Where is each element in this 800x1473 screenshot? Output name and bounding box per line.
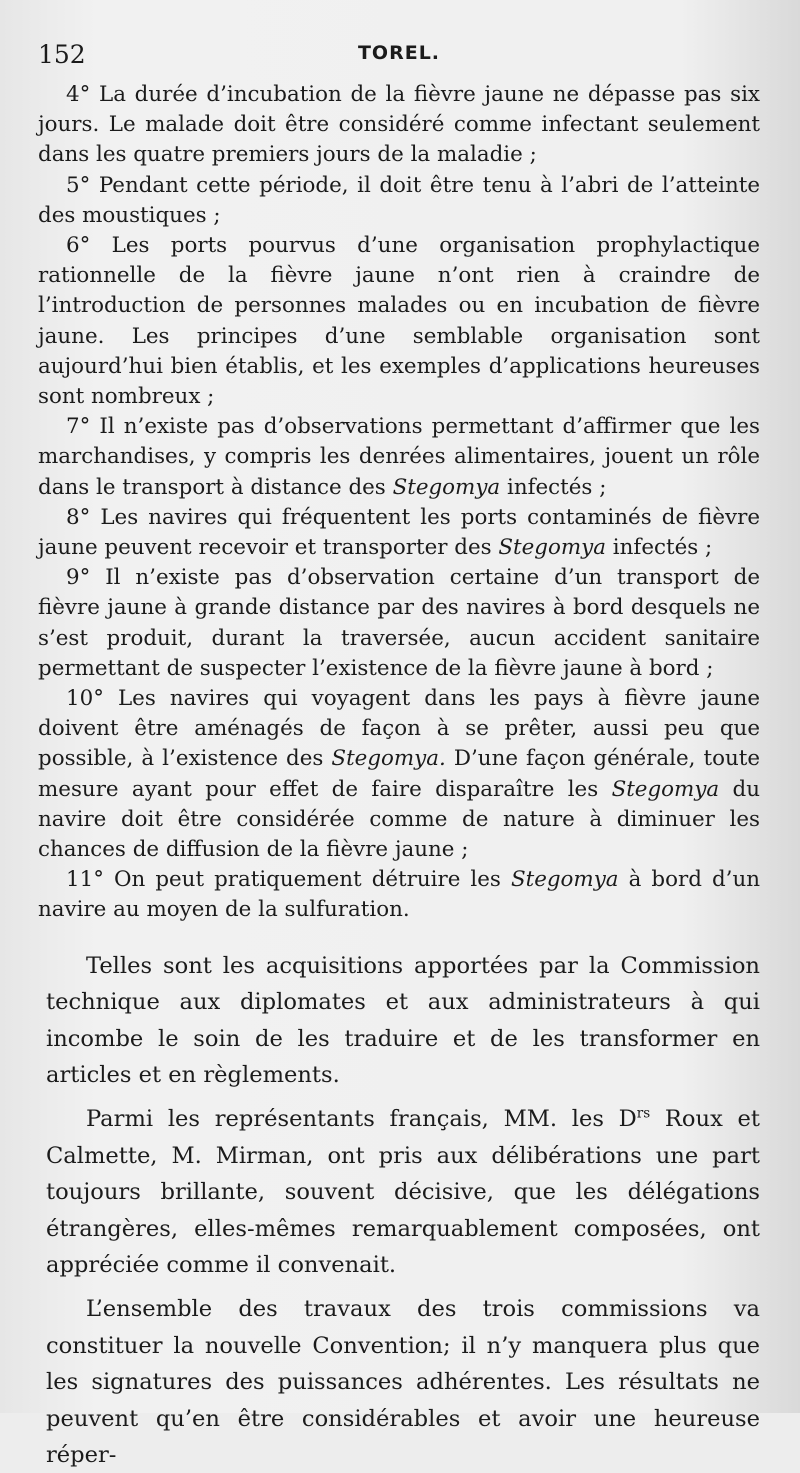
page-header	[38, 34, 760, 80]
numbered-item-8: 8° Les navires qui fréquentent les ports contaminés de fièvre jaune peuvent recevoir et transporter des Stegomya infectés ;	[38, 504, 760, 561]
numbered-item-9: 9° Il n’existe pas d’observation certaine d’un transport de fièvre jaune à grande distance par des navires à bord desquels ne s’est produit, durant la traversée, aucun accident sanitaire permettant de suspecter l’existence de la fièvre jaune à bord ;	[38, 565, 760, 681]
numbered-item-5: 5° Pendant cette période, il doit être tenu à l’abri de l’atteinte des moustiques ;	[38, 172, 760, 228]
paragraph-parmi: Parmi les représentants français, MM. les $D^{rs}$ Roux et Calmette, M. Mirman, ont pris aux délibérations une part toujours brillante, souvent décisive, que les délégations étrangères, elles-mêmes remarquablement composées, ont appréciée comme il convenait.	[46, 1105, 760, 1278]
body-text	[38, 80, 760, 1473]
numbered-item-7: 7° Il n’existe pas d’observations permettant d’affirmer que les marchandises, y compris les denrées alimentaires, jouent un rôle dans le transport à distance des Stegomya infectés ;	[38, 414, 760, 500]
paragraph-telles: Telles sont les acquisitions apportées par la Commission technique aux diplomates et aux administrateurs à qui incombe le soin de les traduire et de les transformer en articles et en règlements.	[46, 952, 760, 1088]
numbered-item-4: 4° La durée d’incubation de la fièvre jaune ne dépasse pas six jours. Le malade doit être considéré comme infectant seulement dans les quatre premiers jours de la maladie ;	[38, 82, 760, 168]
page-number: 152	[38, 40, 86, 69]
numbered-item-6: 6° Les ports pourvus d’une organisation prophylactique rationnelle de la fièvre jaune n’ont rien à craindre de l’introduction de personnes malades ou en incubation de fièvre jaune. Les principes d’une semblable organisation sont aujourd’hui bien établis, et les exemples d’applications heureuses sont nombreux ;	[38, 233, 760, 410]
running-head: TOREL.	[357, 42, 441, 64]
section-gap	[38, 926, 760, 948]
numbered-item-11: 11° On peut pratiquement détruire les Stegomya à bord d’un navire au moyen de la sulfuration.	[38, 867, 760, 923]
paragraph-ensemble: L’ensemble des travaux des trois commissions va constituer la nouvelle Convention; il n’y manquera plus que les signatures des puissances adhérentes. Les résultats ne peuvent qu’en être considérables et avoir une heureuse réper-	[46, 1296, 760, 1468]
numbered-item-10: 10° Les navires qui voyagent dans les pays à fièvre jaune doivent être aménagés de façon à se prêter, aussi peu que possible, à l’existence des Stegomya. D’une façon générale, toute mesure ayant pour effet de faire disparaître les Stegomya du navire doit être considérée comme de nature à diminuer les chances de diffusion de la fièvre jaune ;	[38, 686, 760, 863]
